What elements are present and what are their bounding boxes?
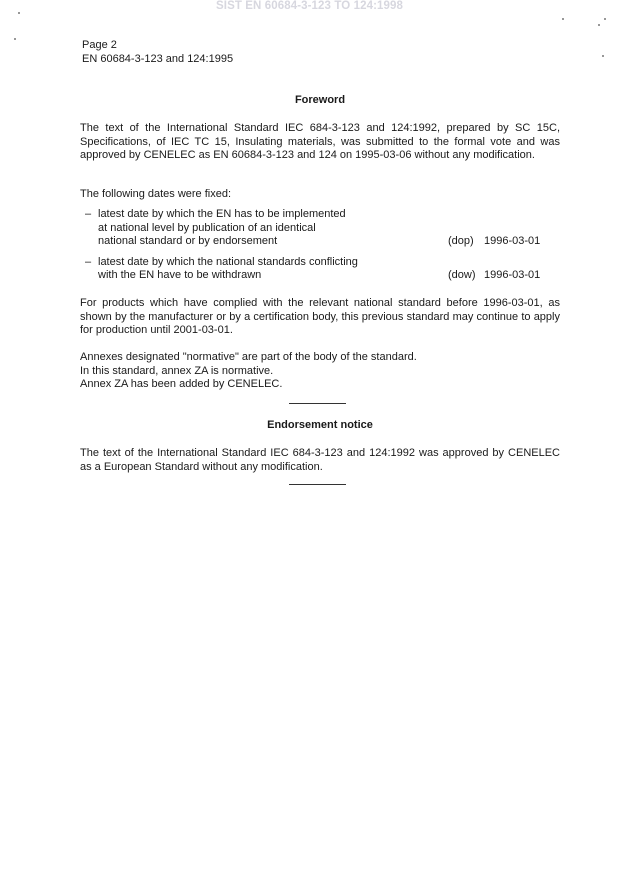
list-dash: – xyxy=(85,208,92,220)
scan-speck xyxy=(562,18,564,20)
foreword-intro: The text of the International Standard IEC 684-3-123 and 124:1992, prepared by SC 15C, Specifications, of IEC TC 15, Insulating materials, was submitted to the formal vote and was approved by CENELEC as EN 60684-3-123 and 124 on 1995-03-06 without any modification. xyxy=(80,122,560,161)
date-item-dow xyxy=(85,256,555,283)
list-dash: – xyxy=(85,255,92,268)
annex-line: In this standard, annex ZA is normative. xyxy=(80,364,274,377)
end-divider xyxy=(289,484,346,485)
scan-speck xyxy=(18,12,20,14)
date-item-line: at national level by publication of an identical xyxy=(98,221,316,234)
scan-speck xyxy=(604,18,606,20)
date-item-line: with the EN have to be withdrawn xyxy=(98,269,262,281)
dates-intro: The following dates were fixed: xyxy=(80,188,232,200)
date-item-line: national standard or by endorsement xyxy=(98,235,278,247)
date-code: (dop) xyxy=(448,235,474,247)
products-paragraph: For products which have complied with the relevant national standard before 1996-03-01, as shown by the manufacturer or by a certification body, this previous standard may continue to apply for production until 2001-03-01. xyxy=(80,297,560,336)
date-item-line: latest date by which the EN has to be implemented xyxy=(98,208,346,220)
date-value: 1996-03-01 xyxy=(484,269,541,281)
foreword-title: Foreword xyxy=(294,94,346,106)
scan-speck xyxy=(602,55,604,57)
date-item-dop xyxy=(85,208,555,249)
endorsement-title: Endorsement notice xyxy=(267,419,373,431)
annex-paragraph xyxy=(80,351,560,392)
section-divider xyxy=(289,403,346,404)
page-number: Page 2 xyxy=(82,39,117,51)
date-code: (dow) xyxy=(448,269,476,281)
watermark: SIST EN 60684-3-123 TO 124:1998 xyxy=(216,0,403,12)
endorsement-text: The text of the International Standard IEC 684-3-123 and 124:1992 was approved by CENELEC as a European Standard without any modification. xyxy=(80,447,560,473)
dates-list xyxy=(85,208,555,283)
annex-line: Annex ZA has been added by CENELEC. xyxy=(80,378,283,390)
annex-line: Annexes designated "normative" are part of the body of the standard. xyxy=(80,351,417,363)
date-value: 1996-03-01 xyxy=(484,235,541,247)
standard-reference: EN 60684-3-123 and 124:1995 xyxy=(82,53,234,65)
scan-speck xyxy=(598,24,600,26)
date-item-line: latest date by which the national standards conflicting xyxy=(98,255,358,268)
scan-speck xyxy=(14,38,16,40)
page-header xyxy=(82,38,233,66)
